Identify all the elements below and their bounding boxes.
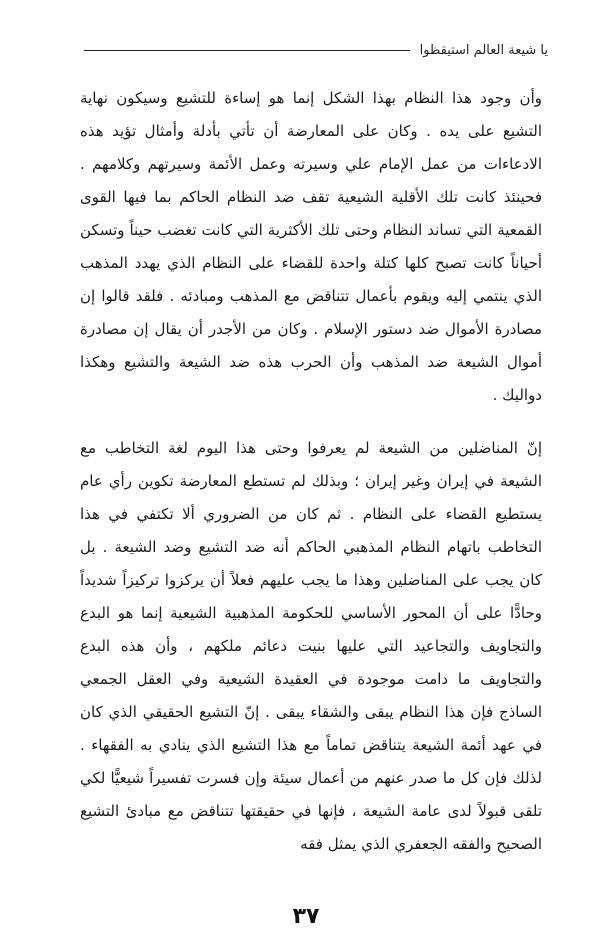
running-header <box>84 38 548 62</box>
paragraph-2: إنّ المناضلين من الشيعة لم يعرفوا وحتى هذا اليوم لغة التخاطب مع الشيعة في إيران وغير إيران ؛ وبذلك لم تستطع المعارضة تكوين رأي عام يستطيع القضاء على النظام . ثم كان من الضروري ألا تكتفي في هذا التخاطب باتهام النظام المذهبي الحاكم أنه ضد التشيع وضد الشيعة . بل كان يجب على المناضلين وهذا ما يجب عليهم فعلاً أن يركزوا تركيزاً شديداً وحادًّا على أن المحور الأساسي للحكومة المذهبية الشيعية إنما هو البدع والتجاويف والتجاعيد التي عليها بنيت دعائم ملكهم ، وأن هذه البدع والتجاويف ما دامت موجودة في العقيدة الشيعية وفي العقل الجمعي الساذج فإن هذا النظام يبقى والشقاء يبقى . إنّ التشيع الحقيقي الذي كان في عهد أئمة الشيعة يتناقض تماماً مع هذا التشيع الذي ينادي به الفقهاء . لذلك فإن كل ما صدر عنهم من أعمال سيئة وإن فسرت تفسيراً شيعيًّا لكي تلقى قبولاً لدى عامة الشيعة ، فإنها في حقيقتها تتناقض مع مبادئ التشيع الصحيح والفقه الجعفري الذي يمثل فقه <box>80 439 542 853</box>
running-header-title: يا شيعة العالم استيقظوا <box>419 42 548 58</box>
page-number: ٣٧ <box>292 904 320 929</box>
header-rule <box>84 50 410 51</box>
page-body <box>80 82 542 861</box>
paragraph-1: وأن وجود هذا النظام بهذا الشكل إنما هو إساءة للتشيع وسيكون نهاية التشيع على يده . وكان على المعارضة أن تأتي بأدلة وأمثال تؤيد هذه الادعاءات من عمل الإمام علي وسيرته وعمل الأئمة وسيرتهم وكلامهم . فحينئذ كانت تلك الأقلية الشيعية تقف ضد النظام الحاكم بما فيها القوى القمعية التي تساند النظام وحتى تلك الأكثرية التي كانت تغضب حيناً وتسكن أحياناً كانت تصبح كلها كتلة واحدة للقضاء على النظام الذي يهدد المذهب الذي ينتمي إليه ويقوم بأعمال تتناقض مع المذهب ومبادئه . فلقد قالوا إن مصادرة الأموال ضد دستور الإسلام . وكان من الأجدر أن يقال إن مصادرة أموال الشيعة ضد المذهب وأن الحرب هذه ضد الشيعة والتشيع وهكذا دواليك . <box>80 89 542 404</box>
